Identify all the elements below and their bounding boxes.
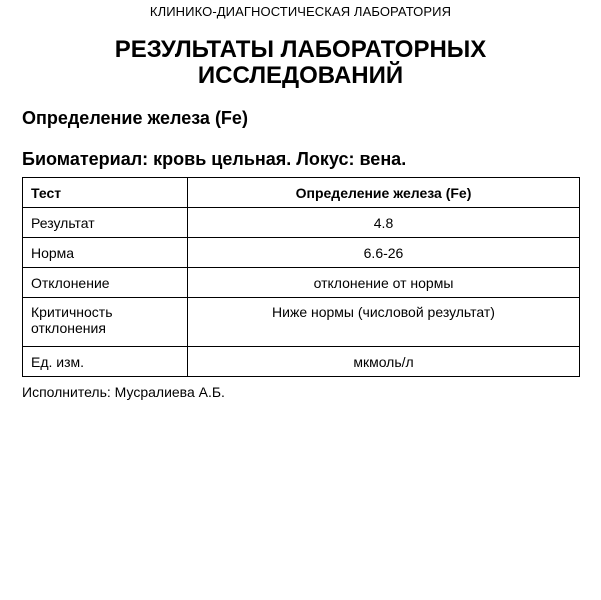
table-row <box>23 208 580 238</box>
row-value-norm: 6.6-26 <box>188 238 580 268</box>
column-header-test: Тест <box>23 178 188 208</box>
row-value-deviation: отклонение от нормы <box>188 268 580 298</box>
row-label-result: Результат <box>23 208 188 238</box>
lab-name: КЛИНИКО-ДИАГНОСТИЧЕСКАЯ ЛАБОРАТОРИЯ <box>149 4 452 19</box>
row-label-units: Ед. изм. <box>23 347 188 377</box>
executor-signature: Исполнитель: Мусралиева А.Б. <box>22 384 225 400</box>
page-title-line-1: РЕЗУЛЬТАТЫ ЛАБОРАТОРНЫХ <box>114 36 487 63</box>
test-heading: Определение железа (Fe) <box>22 108 248 128</box>
results-table <box>22 177 580 377</box>
page-title-line-2: ИССЛЕДОВАНИЙ <box>197 62 404 89</box>
row-value-result: 4.8 <box>188 208 580 238</box>
row-value-criticality: Ниже нормы (числовой результат) <box>188 298 580 347</box>
row-value-units: мкмоль/л <box>188 347 580 377</box>
table-row <box>23 238 580 268</box>
page-title <box>0 37 601 89</box>
biomaterial-info: Биоматериал: кровь цельная. Локус: вена. <box>22 149 407 169</box>
row-label-criticality <box>23 298 188 347</box>
table-header-row <box>23 178 580 208</box>
row-label-criticality-line-1: Критичность <box>31 304 113 320</box>
table-row <box>23 298 580 347</box>
table-row <box>23 268 580 298</box>
row-label-criticality-line-2: отклонения <box>31 320 106 336</box>
row-label-deviation: Отклонение <box>23 268 188 298</box>
column-header-test-name: Определение железа (Fe) <box>188 178 580 208</box>
table-row <box>23 347 580 377</box>
row-label-norm: Норма <box>23 238 188 268</box>
